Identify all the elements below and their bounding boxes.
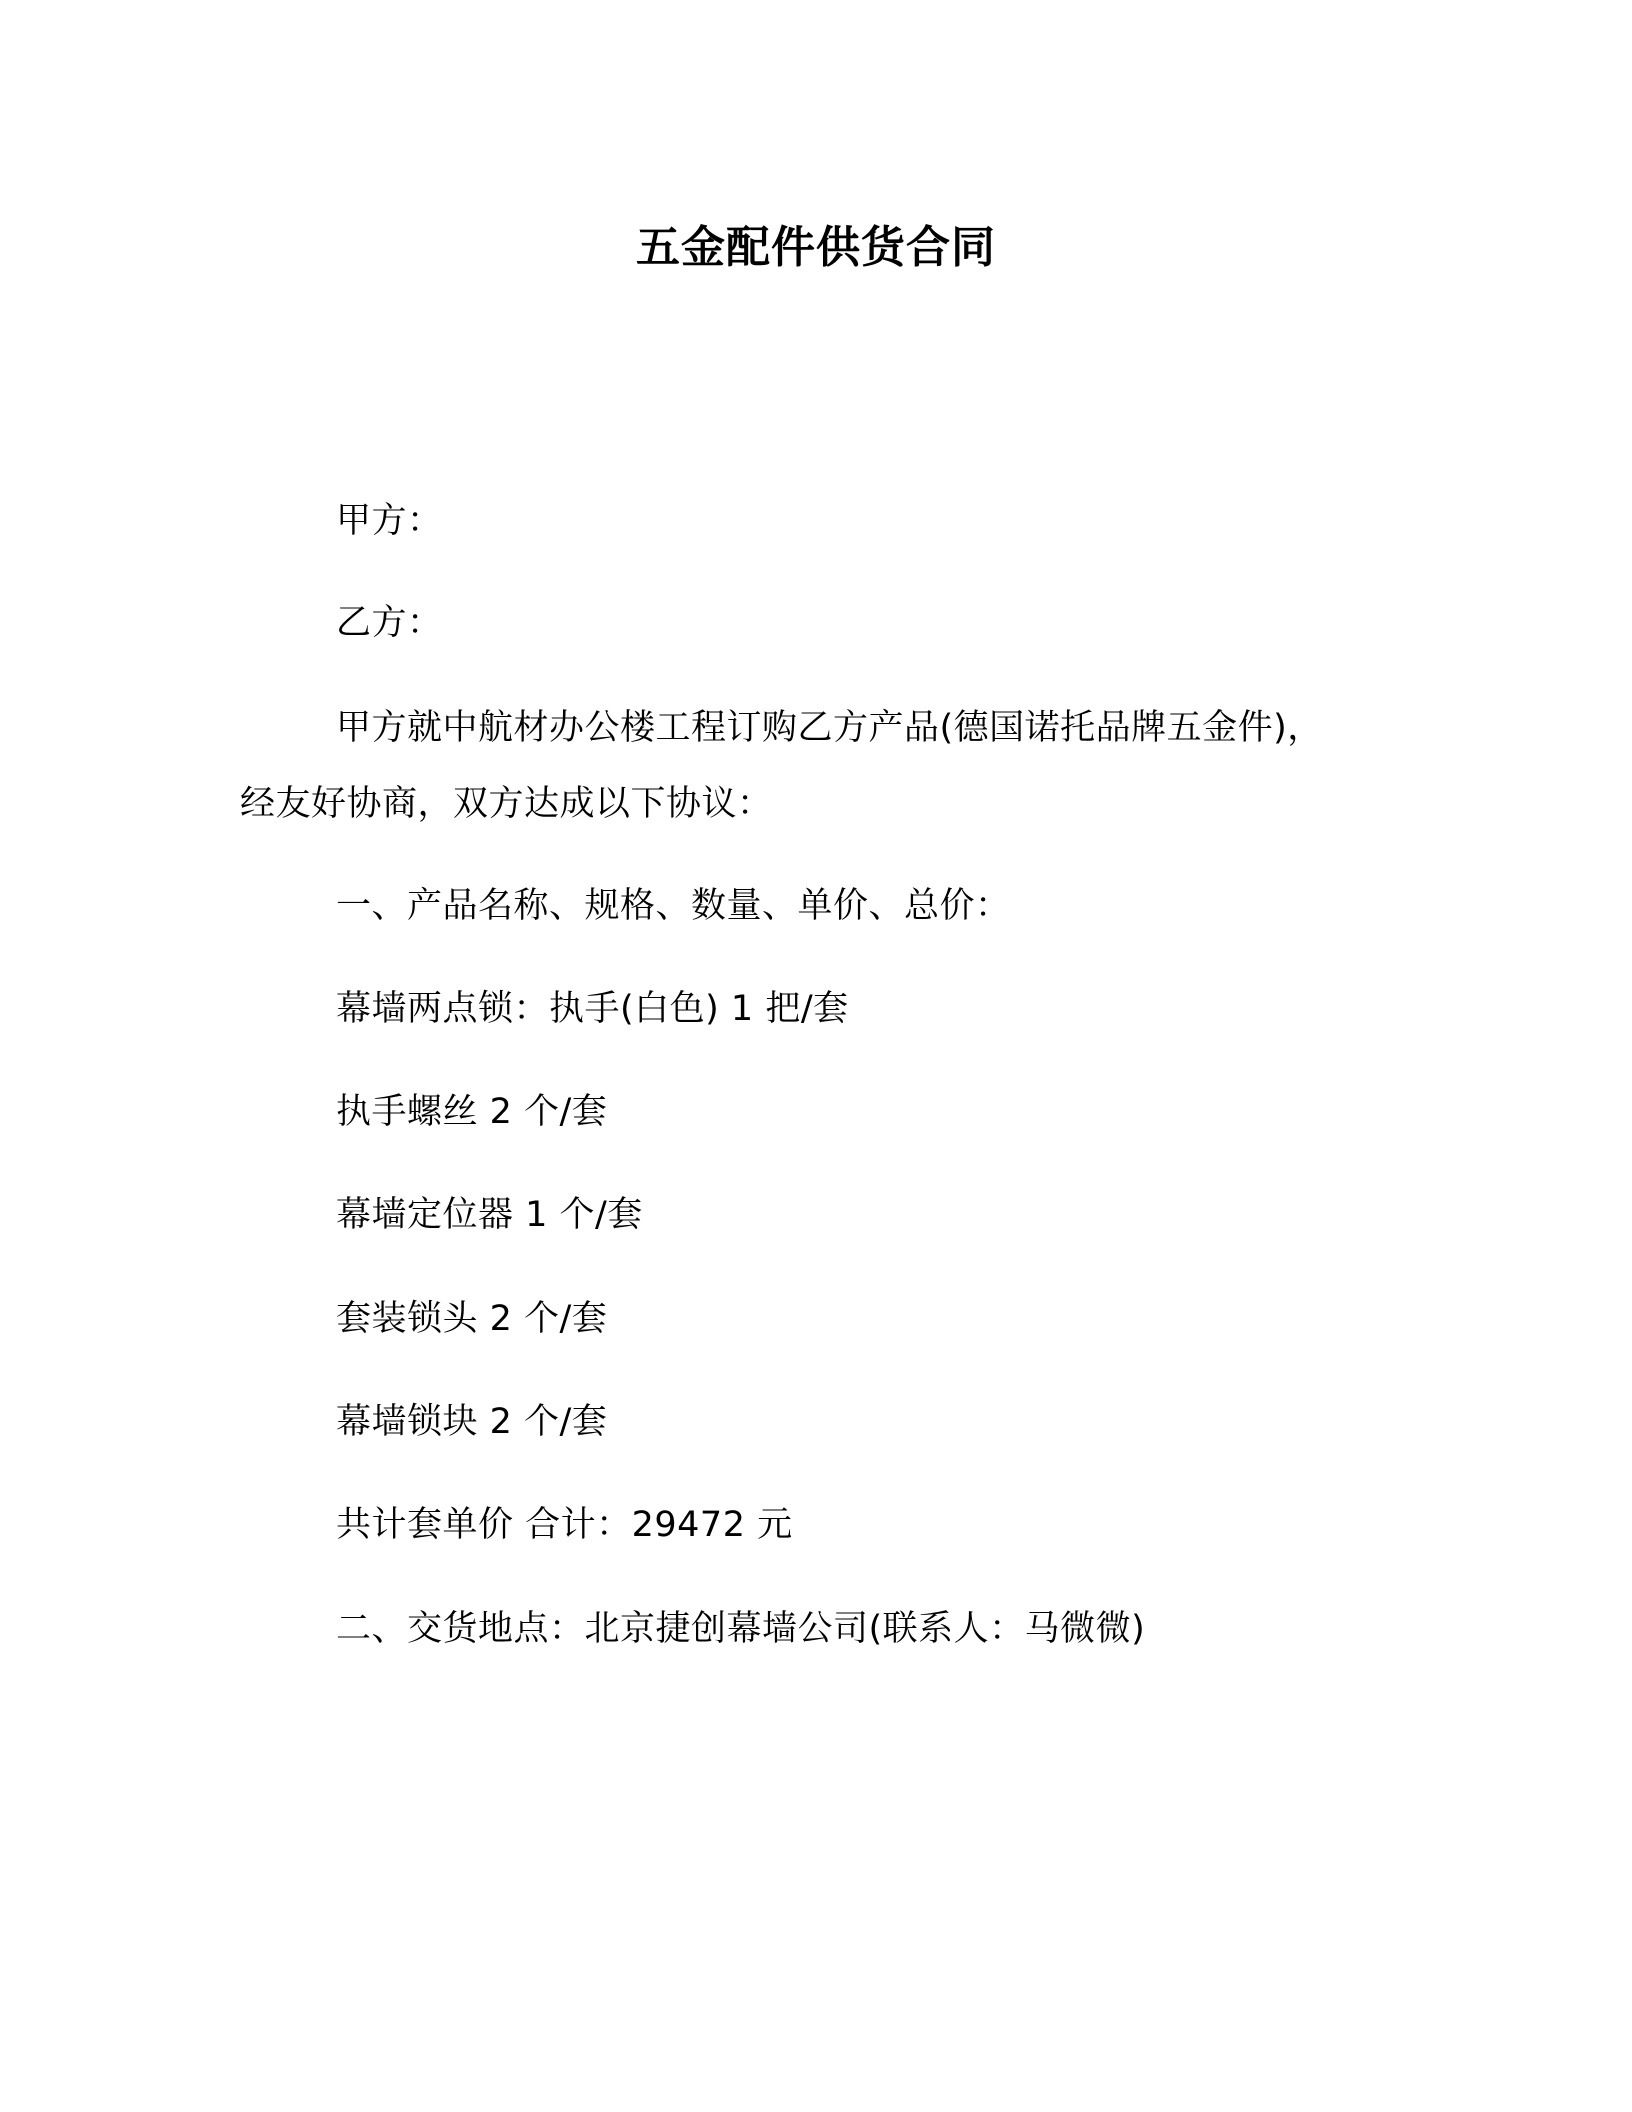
item-line: 幕墙两点锁：执手(白色) 1 把/套 <box>336 989 849 1029</box>
section-1-heading: 一、产品名称、规格、数量、单价、总价： <box>336 886 1011 926</box>
item-line: 执手螺丝 2 个/套 <box>336 1092 608 1132</box>
intro-paragraph-line-1: 甲方就中航材办公楼工程订购乙方产品(德国诺托品牌五金件)， <box>336 708 1323 748</box>
total-line: 共计套单价 合计：29472 元 <box>336 1505 793 1545</box>
item-line: 幕墙定位器 1 个/套 <box>336 1195 643 1235</box>
contract-title: 五金配件供货合同 <box>636 222 996 273</box>
item-line: 幕墙锁块 2 个/套 <box>336 1402 608 1442</box>
intro-paragraph-line-2: 经友好协商，双方达成以下协议： <box>240 784 773 824</box>
section-2-heading: 二、交货地点：北京捷创幕墙公司(联系人：马微微) <box>336 1609 1146 1649</box>
party-a-label: 甲方： <box>336 501 443 541</box>
item-line: 套装锁头 2 个/套 <box>336 1299 608 1339</box>
party-b-label: 乙方： <box>336 603 443 643</box>
